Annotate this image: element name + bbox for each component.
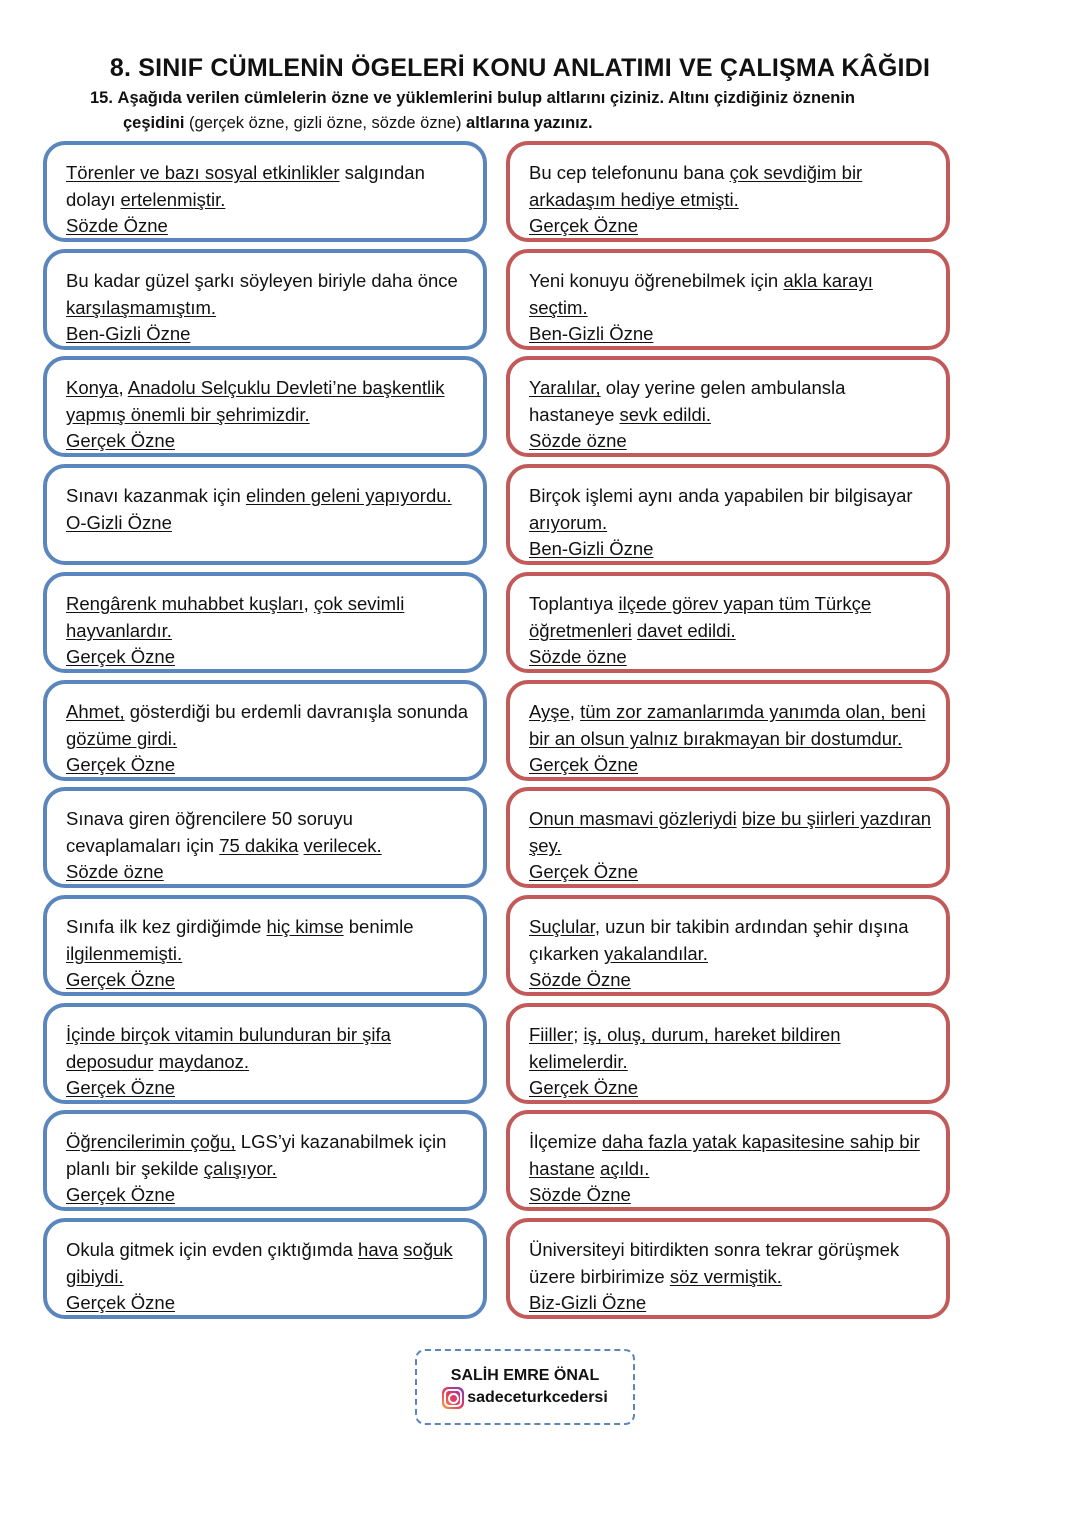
instruction — [90, 86, 950, 136]
underlined-segment: Konya — [66, 377, 119, 398]
underlined-segment: söz vermiştik. — [669, 1265, 782, 1287]
subject-type-answer: Gerçek Özne — [66, 430, 175, 451]
instruction-bold3: altlarına yazınız. — [466, 114, 593, 132]
signature-box — [415, 1349, 635, 1425]
sentence-segment: , uzun bir takibin ardından şehir dışına çıkarken — [529, 916, 909, 964]
underlined-segment: ertelenmiştir. — [120, 188, 226, 210]
underlined-segment: ilçede görev yapan tüm Türkçe öğretmenleri — [529, 593, 872, 641]
left-card — [43, 1003, 487, 1104]
sentence — [66, 1131, 446, 1179]
underlined-segment: çok sevimli hayvanlardır. — [66, 593, 405, 641]
underlined-segment: hiç kimse — [266, 916, 344, 937]
right-card — [506, 787, 950, 888]
right-card — [506, 680, 950, 781]
underlined-segment: yakalandılar. — [604, 942, 708, 964]
sentence-segment: Bu kadar güzel şarkı söyleyen biriyle daha önce — [66, 270, 458, 291]
sentence — [66, 270, 458, 318]
left-card — [43, 787, 487, 888]
subject-type-answer: Biz-Gizli Özne — [529, 1292, 647, 1313]
instagram-icon — [442, 1387, 464, 1409]
subject-type-answer: Ben-Gizli Özne — [529, 323, 654, 344]
sentence-segment: Bu cep telefonunu bana — [529, 162, 730, 183]
sentence-segment: benimle — [343, 916, 414, 937]
cards-grid — [43, 141, 958, 1329]
instruction-bold2: çeşidini — [123, 114, 185, 132]
sentence — [66, 593, 404, 641]
sentence-segment: Sınavı kazanmak için — [66, 485, 246, 506]
underlined-segment: davet edildi. — [636, 619, 736, 641]
sentence — [529, 162, 862, 210]
underlined-segment: tüm zor zamanlarımda yanımda olan, beni bir an olsun yalnız bırakmayan bir dostumdur. — [529, 701, 926, 749]
right-card — [506, 895, 950, 996]
right-card — [506, 356, 950, 457]
underlined-segment: maydanoz. — [158, 1050, 250, 1072]
underlined-segment: karşılaşmamıştım. — [66, 296, 217, 318]
sentence — [529, 485, 913, 533]
underlined-segment: hava — [358, 1239, 399, 1260]
sentence — [66, 1024, 391, 1072]
sentence — [66, 916, 414, 964]
underlined-segment: Suçlular — [529, 916, 595, 937]
subject-type-answer: Gerçek Özne — [66, 754, 175, 775]
left-card — [43, 464, 487, 565]
sentence — [529, 1024, 841, 1072]
underlined-segment: Törenler ve bazı sosyal etkinlikler — [66, 162, 340, 183]
sentence-segment: salgından dolayı — [66, 162, 425, 210]
subject-type-answer: Gerçek Özne — [529, 1077, 638, 1098]
instagram-handle: sadeceturkcedersi — [467, 1389, 608, 1406]
right-card — [506, 249, 950, 350]
subject-type-answer: Ben-Gizli Özne — [66, 323, 191, 344]
sentence — [529, 701, 926, 749]
underlined-segment: İçinde birçok vitamin bulunduran bir şifa deposudur — [66, 1024, 391, 1072]
right-card — [506, 464, 950, 565]
subject-type-answer: Sözde özne — [529, 430, 627, 451]
subject-type-answer: Gerçek Özne — [529, 861, 638, 882]
sentence-segment: , — [303, 593, 314, 614]
sentence-segment: Sınava giren öğrencilere 50 soruyu cevaplamaları için — [66, 808, 353, 856]
subject-type-answer: Gerçek Özne — [66, 646, 175, 667]
sentence-segment: Üniversiteyi bitirdikten sonra tekrar görüşmek üzere birbirimize — [529, 1239, 900, 1287]
question-number: 15. — [90, 89, 113, 107]
right-card — [506, 1003, 950, 1104]
sentence — [529, 808, 931, 856]
sentence-segment: Okula gitmek için evden çıktığımda — [66, 1239, 359, 1260]
underlined-segment: çok sevdiğim bir arkadaşım hediye etmişti. — [529, 162, 863, 210]
subject-type-answer: Gerçek Özne — [66, 1077, 175, 1098]
underlined-segment: Ayşe — [529, 701, 570, 722]
sentence — [529, 377, 845, 425]
sentence-segment: Sınıfa ilk kez girdiğimde — [66, 916, 267, 937]
sentence-segment: LGS’yi kazanabilmek için planlı bir şekilde — [66, 1131, 447, 1179]
sentence-segment: Toplantıya — [529, 593, 619, 614]
subject-type-answer: Gerçek Özne — [66, 1184, 175, 1205]
sentence-segment: Yeni konuyu öğrenebilmek için — [529, 270, 784, 291]
left-card — [43, 356, 487, 457]
sentence — [529, 1131, 920, 1179]
sentence — [66, 162, 425, 210]
subject-type-answer: Sözde Özne — [66, 215, 168, 236]
underlined-segment: arıyorum. — [529, 511, 608, 533]
subject-type-answer: Gerçek Özne — [66, 969, 175, 990]
underlined-segment: Öğrencilerimin çoğu, — [66, 1131, 236, 1152]
subject-type-answer: Gerçek Özne — [529, 754, 638, 775]
page-title: 8. SINIF CÜMLENİN ÖGELERİ KONU ANLATIMI VE ÇALIŞMA KÂĞIDI — [109, 54, 931, 82]
underlined-segment: soğuk gibiydi. — [66, 1239, 453, 1287]
underlined-segment: Onun masmavi gözleriydi — [529, 808, 737, 829]
subject-type-answer: Gerçek Özne — [529, 215, 638, 236]
left-card — [43, 249, 487, 350]
underlined-segment: iş, oluş, durum, hareket bildiren kelimelerdir. — [529, 1024, 841, 1072]
left-card — [43, 572, 487, 673]
underlined-segment: akla karayı seçtim. — [529, 270, 873, 318]
left-card — [43, 895, 487, 996]
sentence — [529, 916, 909, 964]
subject-type-answer: O-Gizli Özne — [66, 511, 172, 533]
underlined-segment: ilgilenmemişti. — [66, 942, 183, 964]
left-card — [43, 1110, 487, 1211]
subject-type-answer: Ben-Gizli Özne — [529, 538, 654, 559]
sentence-segment: olay yerine gelen ambulansla hastaneye — [529, 377, 846, 425]
sentence-segment: gösterdiği bu erdemli davranışla sonunda — [124, 701, 469, 722]
subject-type-answer: Sözde Özne — [529, 1184, 631, 1205]
sentence — [66, 1239, 453, 1287]
right-card — [506, 141, 950, 242]
sentence — [529, 270, 873, 318]
sentence — [66, 377, 444, 425]
underlined-segment: çalışıyor. — [203, 1157, 277, 1179]
sentence-segment: İlçemize — [529, 1131, 602, 1152]
subject-type-answer: Gerçek Özne — [66, 1292, 175, 1313]
underlined-segment: sevk edildi. — [619, 403, 712, 425]
sentence-segment: ; — [573, 1024, 584, 1045]
subject-type-answer: Sözde Özne — [529, 969, 631, 990]
left-card — [43, 1218, 487, 1319]
right-card — [506, 1218, 950, 1319]
sentence — [66, 808, 382, 856]
underlined-segment: verilecek. — [303, 834, 382, 856]
underlined-segment: 75 dakika — [219, 834, 299, 856]
author-name: SALİH EMRE ÖNAL — [450, 1367, 600, 1384]
underlined-segment: Ahmet, — [66, 701, 125, 722]
instagram-handle-row — [417, 1387, 633, 1409]
sentence-segment: Birçok işlemi aynı anda yapabilen bir bilgisayar — [529, 485, 913, 506]
left-card — [43, 680, 487, 781]
underlined-segment: Fiiller — [529, 1024, 574, 1045]
underlined-segment: Rengârenk muhabbet kuşları — [66, 593, 304, 614]
sentence — [66, 701, 468, 749]
instruction-line1: Aşağıda verilen cümlelerin özne ve yüklemlerini bulup altlarını çiziniz. Altını çizdiğiniz öznenin — [117, 89, 855, 107]
right-card — [506, 1110, 950, 1211]
underlined-segment: Yaralılar, — [529, 377, 601, 398]
underlined-segment: bize bu şiirleri yazdıran şey. — [529, 808, 932, 856]
instruction-normal2: (gerçek özne, gizli özne, sözde özne) — [184, 114, 467, 132]
sentence-segment: , — [118, 377, 128, 398]
sentence — [529, 593, 871, 641]
underlined-segment: Anadolu Selçuklu Devleti’ne başkentlik yapmış önemli bir şehrimizdir. — [66, 377, 445, 425]
subject-type-answer: Sözde özne — [529, 646, 627, 667]
underlined-segment: gözüme girdi. — [66, 727, 178, 749]
sentence — [529, 1239, 899, 1287]
sentence — [66, 485, 452, 506]
underlined-segment: açıldı. — [599, 1157, 650, 1179]
sentence-segment: , — [569, 701, 581, 722]
underlined-segment: daha fazla yatak kapasitesine sahip bir hastane — [529, 1131, 920, 1179]
right-card — [506, 572, 950, 673]
left-card — [43, 141, 487, 242]
subject-type-answer: Sözde özne — [66, 861, 164, 882]
underlined-segment: elinden geleni yapıyordu. — [245, 485, 452, 506]
